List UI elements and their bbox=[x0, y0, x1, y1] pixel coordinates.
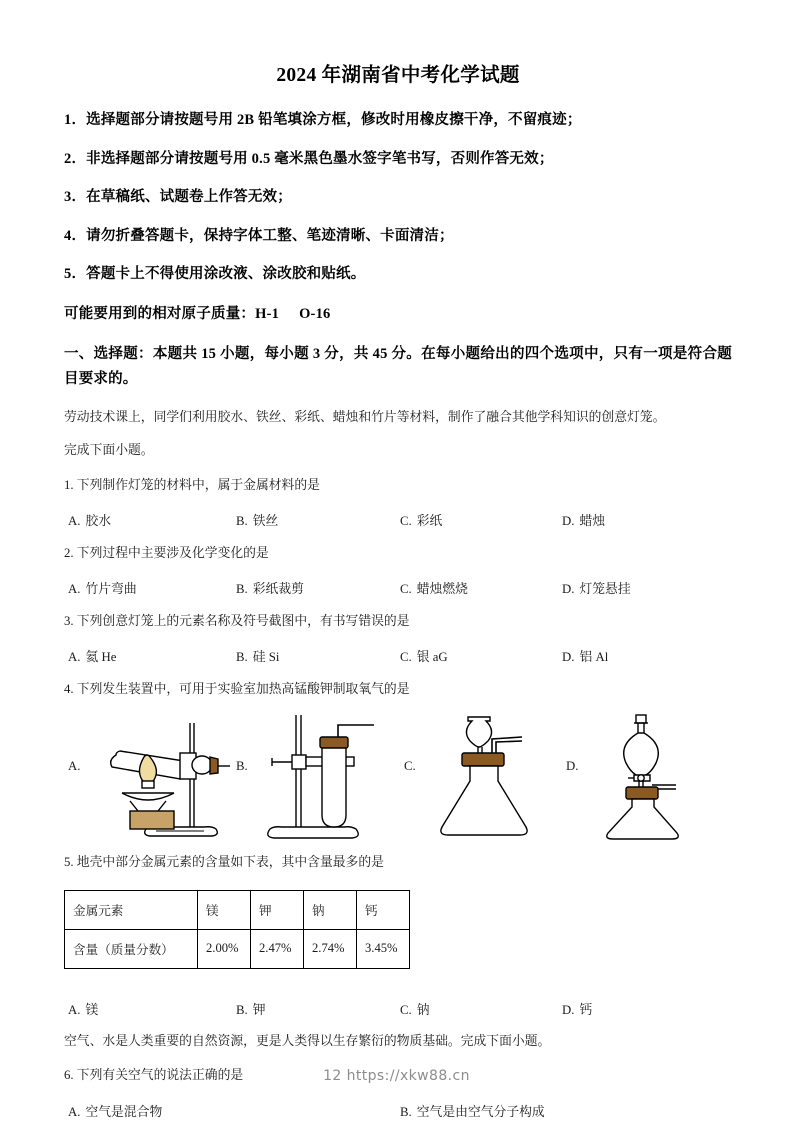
option-letter: D. bbox=[562, 1002, 575, 1017]
option-text: 竹片弯曲 bbox=[85, 582, 137, 597]
test-tube-with-alcohol-lamp-icon bbox=[84, 717, 234, 842]
option-letter: B. bbox=[236, 582, 248, 597]
section-one-heading: 一、选择题：本题共 15 小题，每小题 3 分，共 45 分。在每小题给出的四个选项中，只有一项是符合题目要求的。 bbox=[64, 346, 732, 388]
option-letter: D. bbox=[562, 582, 575, 597]
option-letter: B. bbox=[236, 1002, 248, 1017]
option-text: 灯笼悬挂 bbox=[579, 582, 631, 597]
question-4-figure-d[interactable] bbox=[562, 709, 732, 847]
option-text: 空气是混合物 bbox=[85, 1104, 163, 1119]
passage-1-line-1: 劳动技术课上，同学们利用胶水、铁丝、彩纸、蜡烛和竹片等材料，制作了融合其他学科知识的创意灯笼。 bbox=[64, 409, 666, 424]
question-1-option-c[interactable] bbox=[400, 510, 442, 529]
instruction-line-3: 3．在草稿纸、试题卷上作答无效； bbox=[64, 189, 292, 206]
question-3-option-c[interactable] bbox=[400, 646, 448, 665]
passage-2 bbox=[64, 1032, 732, 1052]
question-3-option-a[interactable] bbox=[68, 646, 116, 665]
table-cell: 钙 bbox=[357, 890, 410, 929]
question-5-table-wrap bbox=[64, 890, 732, 969]
passage-2-line-1: 空气、水是人类重要的自然资源，更是人类得以生存繁衍的物质基础。完成下面小题。 bbox=[64, 1033, 551, 1048]
instruction-line-1: 1．选择题部分请按题号用 2B 铅笔填涂方框，修改时用橡皮擦干净，不留痕迹； bbox=[64, 112, 582, 129]
question-1-stem: 1. 下列制作灯笼的材料中，属于金属材料的是 bbox=[64, 477, 320, 492]
question-3-options bbox=[64, 646, 732, 665]
atomic-mass-o: O-16 bbox=[299, 305, 331, 322]
question-6-stem: 6. 下列有关空气的说法正确的是 bbox=[64, 1068, 244, 1083]
table-cell: 2.74% bbox=[304, 929, 357, 968]
option-letter: B. bbox=[400, 1104, 412, 1119]
option-text: 彩纸 bbox=[416, 513, 443, 528]
question-2-option-b[interactable] bbox=[236, 578, 304, 597]
flask-with-thistle-tube-icon bbox=[426, 711, 556, 843]
table-cell: 镁 bbox=[198, 890, 251, 929]
option-text: 硅 Si bbox=[252, 650, 280, 665]
question-5-options bbox=[64, 999, 732, 1018]
question-6-option-a[interactable] bbox=[68, 1101, 162, 1120]
option-text: 蜡烛燃烧 bbox=[416, 582, 468, 597]
option-text: 蜡烛 bbox=[579, 513, 606, 528]
question-3-stem: 3. 下列创意灯笼上的元素名称及符号截图中，有书写错误的是 bbox=[64, 614, 410, 629]
instruction-line-2: 2．非选择题部分请按题号用 0.5 毫米黑色墨水签字笔书写，否则作答无效； bbox=[64, 150, 554, 167]
option-text: 银 aG bbox=[416, 650, 448, 665]
question-4-figure-b[interactable] bbox=[232, 709, 404, 847]
question-4-stem: 4. 下列发生装置中，可用于实验室加热高锰酸钾制取氧气的是 bbox=[64, 682, 410, 697]
table-row bbox=[65, 890, 410, 929]
table-cell: 钠 bbox=[304, 890, 357, 929]
question-5-stem: 5. 地壳中部分金属元素的含量如下表，其中含量最多的是 bbox=[64, 855, 384, 870]
relative-atomic-mass-line bbox=[64, 303, 732, 325]
question-2-option-c[interactable] bbox=[400, 578, 468, 597]
option-letter: A. bbox=[68, 513, 81, 528]
question-1-options bbox=[64, 510, 732, 529]
option-letter: A. bbox=[68, 582, 81, 597]
passage-1 bbox=[64, 408, 732, 461]
option-letter: A. bbox=[68, 1002, 81, 1017]
option-letter: C. bbox=[400, 513, 412, 528]
question-3-option-d[interactable] bbox=[562, 646, 608, 665]
figure-a-label: A. bbox=[68, 759, 81, 774]
instruction-line-5: 5．答题卡上不得使用涂改液、涂改胶和贴纸。 bbox=[64, 266, 366, 283]
table-cell: 2.00% bbox=[198, 929, 251, 968]
table-row bbox=[65, 929, 410, 968]
option-text: 胶水 bbox=[85, 513, 112, 528]
option-text: 镁 bbox=[85, 1002, 99, 1017]
table-header-cell: 金属元素 bbox=[65, 890, 198, 929]
question-2-stem: 2. 下列过程中主要涉及化学变化的是 bbox=[64, 545, 269, 560]
option-letter: B. bbox=[236, 650, 248, 665]
question-5-option-b[interactable] bbox=[236, 999, 266, 1018]
figure-b-label: B. bbox=[236, 759, 248, 774]
page-content bbox=[64, 0, 732, 1120]
passage-1-line-2: 完成下面小题。 bbox=[64, 442, 154, 457]
option-text: 铁丝 bbox=[252, 513, 279, 528]
instruction-line-4: 4．请勿折叠答题卡，保持字体工整、笔迹清晰、卡面清洁； bbox=[64, 227, 454, 244]
option-text: 钙 bbox=[579, 1002, 593, 1017]
question-3-option-b[interactable] bbox=[236, 646, 279, 665]
option-text: 空气是由空气分子构成 bbox=[416, 1104, 545, 1119]
figure-c-label: C. bbox=[404, 759, 416, 774]
test-tube-on-stand-icon bbox=[256, 711, 396, 843]
question-2-option-a[interactable] bbox=[68, 578, 137, 597]
metal-element-content-table bbox=[64, 890, 410, 969]
table-cell: 2.47% bbox=[251, 929, 304, 968]
option-letter: C. bbox=[400, 582, 412, 597]
option-letter: B. bbox=[236, 513, 248, 528]
option-letter: A. bbox=[68, 650, 81, 665]
page-title: 2024 年湖南省中考化学试题 bbox=[276, 65, 520, 86]
question-5-option-d[interactable] bbox=[562, 999, 592, 1018]
option-text: 钠 bbox=[416, 1002, 430, 1017]
question-5-option-c[interactable] bbox=[400, 999, 430, 1018]
question-2-options bbox=[64, 578, 732, 597]
atomic-mass-label: 可能要用到的相对原子质量： bbox=[64, 305, 256, 322]
option-text: 氦 He bbox=[85, 650, 117, 665]
table-header-cell: 含量（质量分数） bbox=[65, 929, 198, 968]
question-2-option-d[interactable] bbox=[562, 578, 631, 597]
option-letter: D. bbox=[562, 650, 575, 665]
question-1-option-d[interactable] bbox=[562, 510, 605, 529]
question-1-option-b[interactable] bbox=[236, 510, 278, 529]
atomic-mass-h: H-1 bbox=[255, 305, 280, 322]
question-4-apparatus-figures bbox=[64, 709, 732, 847]
figure-d-label: D. bbox=[566, 759, 579, 774]
page-watermark: 12 https://xkw88.cn bbox=[323, 1068, 470, 1084]
question-4-figure-a[interactable] bbox=[64, 709, 236, 847]
option-letter: D. bbox=[562, 513, 575, 528]
question-5-option-a[interactable] bbox=[68, 999, 98, 1018]
question-6-option-b[interactable] bbox=[400, 1101, 545, 1120]
table-cell: 钾 bbox=[251, 890, 304, 929]
option-letter: A. bbox=[68, 1104, 81, 1119]
option-text: 钾 bbox=[252, 1002, 266, 1017]
flask-with-separating-funnel-icon bbox=[588, 711, 718, 843]
table-cell: 3.45% bbox=[357, 929, 410, 968]
question-6-options bbox=[64, 1101, 732, 1120]
question-4-figure-c[interactable] bbox=[400, 709, 568, 847]
option-letter: C. bbox=[400, 1002, 412, 1017]
option-text: 彩纸裁剪 bbox=[252, 582, 304, 597]
question-1-option-a[interactable] bbox=[68, 510, 111, 529]
option-letter: C. bbox=[400, 650, 412, 665]
option-text: 铝 Al bbox=[579, 650, 609, 665]
